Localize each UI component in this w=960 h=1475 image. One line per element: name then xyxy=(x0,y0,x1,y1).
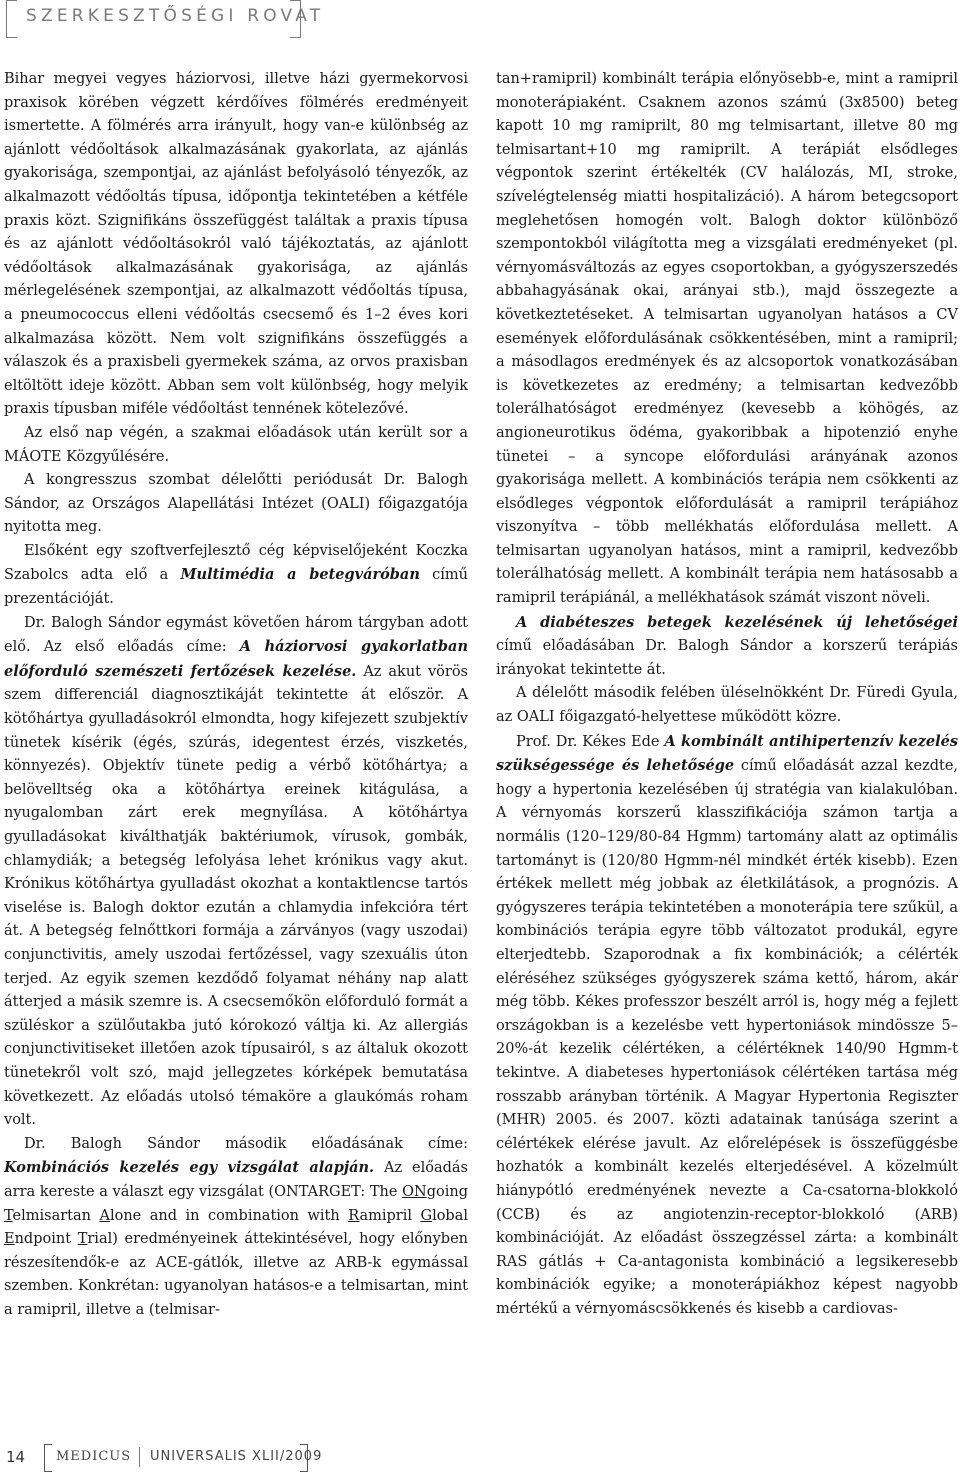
page-number: 14 xyxy=(6,1448,26,1466)
acronym-letter: R xyxy=(348,1207,360,1224)
text: rial) eredményeinek áttekintésével, hogy előnyben részesítendők-e az ACE-gátlók, illetve az ARB-k egymással szemben. Konkrétan: ugyanolyan hatásos-e a telmisartan, mint a ramipril, illetve a (telmisar- xyxy=(4,1231,469,1318)
acronym-letter: E xyxy=(4,1231,15,1248)
paragraph xyxy=(4,612,468,1133)
text: Elsőként egy szoftverfejlesztő cég képviselőjeként Koczka Szabolcs adta elő a xyxy=(4,542,468,584)
paragraph xyxy=(4,1133,468,1323)
footer-bracket-right xyxy=(300,1444,308,1472)
text: Az előadás arra kereste a választ egy vizsgálat (ONTARGET: The xyxy=(4,1160,468,1200)
text: going xyxy=(426,1183,468,1200)
footer-divider xyxy=(139,1447,140,1467)
paragraph: A délelőtt második felében üléselnökként Dr. Füredi Gyula, az OALI főigazgató-helyettese működött közre. xyxy=(496,685,958,726)
paragraph: Az első nap végén, a szakmai előadások után került sor a MÁOTE Közgyűlésére. xyxy=(4,424,468,465)
text: amipril xyxy=(359,1207,421,1224)
text: ndpoint xyxy=(14,1231,78,1248)
lecture-title: A háziorvosi gyakorlatban előforduló szemészeti fertőzések kezelése. xyxy=(4,638,468,680)
header-bracket-left xyxy=(6,0,17,38)
acronym-letter: A xyxy=(99,1207,110,1224)
left-column xyxy=(4,68,468,1322)
text: Dr. Balogh Sándor egymást követően három tárgyban adott elő. Az első előadás címe: xyxy=(4,614,468,656)
text: Dr. Balogh Sándor második előadásának címe: xyxy=(24,1135,468,1152)
lecture-title: A kombinált antihipertenzív kezelés szükségessége és lehetősége xyxy=(496,732,958,775)
text: Az akut vörös szem differenciál diagnosztikáját tekintette át először. A kötőhártya gyulladásokról elmondta, hogy kifejezett szubjektív tünetek kísérik (égés, szúrás, idegentest érzés, viszketés, könnyezés). Objektív tünete pedig a vérbő kötőhártya; a belövelltség oka a kötőhártya ereinek kitágulása, a nyugalomban zárt erek megnyílása. A kötőhártya gyulladásokat kiválthatják baktériumok, vírusok, gombák, chlamydiák; a betegség lefolyása lehet krónikus vagy akut. Krónikus kötőhártya gyulladást okozhat a kontaktlencse tartós viselése is. Balogh doktor ezután a chlamydia infekcióra tért át. A betegség felnőttkori formája a zárványos (vagy uszodai) conjunctivitis, amely uszodai fertőzéssel, vagy szexuális úton terjed. Az egyik szemen kezdődő folyamat néhány nap alatt átterjed a másik szemre is. A csecsemőkön előforduló formát a szüléskor a szülőutakba jutó kórokozó váltja ki. Az allergiás conjunctivitiseket illetően azok típusairól, s az általuk okozott tünetekről volt szó, majd jellegzetes kórképek bemutatása következett. Az előadás utolsó témaköre a glaukómás roham volt. xyxy=(4,663,468,1129)
acronym-letter: ON xyxy=(402,1183,427,1200)
right-column xyxy=(496,68,958,1321)
paragraph xyxy=(4,540,468,612)
paragraph: tan+ramipril) kombinált terápia előnyösebb-e, mint a ramipril monoterápiaként. Csaknem azonos számú (3x8500) beteg kapott 10 mg ramiprilt, 80 mg telmisartant, illetve 80 mg telmisartant+10 mg ramiprilt. A terápiát elsődleges végpontok szerint értékelték (CV halálozás, MI, stroke, szívelégtelenség miatti hospitalizáció). A három betegcsoport meglehetősen homogén volt. Balogh doktor különböző szempontokból világította meg a vizsgálati eredményeket (pl. vérnyomásváltozás az egyes csoportokban, a gyógyszerszedés abbahagyásának okai, arányai stb.), majd összegezte a következtetéseket. A telmisartan ugyanolyan hatásos a CV események előfordulásának csökkentésében, mint a ramipril; a másodlagos eredmények és az alcsoportok vonatkozásában is következetes az eredmény; a telmisartan kedvezőbb tolerálhatóságot eredményez (kevesebb a köhögés, az angioneurotikus ödéma, gyakoribbak a hipotenzió enyhe tünetei – a syncope előfordulási arányának azonos gyakorisága mellett. A kombinációs terápia nem csökkenti az elsődleges végpontok előfordulását a ramipril terápiához viszonyítva – több mellékhatás előfordulása mellett. A telmisartan ugyanolyan hatásos, mint a ramipril, kedvezőbb tolerálhatóság mellett. A kombinált terápia nem hatásosabb a ramipril terápiánál, a mellékhatások számát viszont növeli. xyxy=(496,71,958,607)
lecture-title: Kombinációs kezelés egy vizsgálat alapján. xyxy=(4,1159,375,1177)
text: lone and in combination with xyxy=(109,1207,349,1224)
text: Prof. Dr. Kékes Ede xyxy=(516,733,665,750)
text: című előadásában Dr. Balogh Sándor a korszerű terápiás irányokat tekintette át. xyxy=(496,638,958,678)
section-title: SZERKESZTŐSÉGI ROVAT xyxy=(26,6,325,26)
header-bracket-right xyxy=(290,0,301,38)
section-header xyxy=(0,0,325,44)
acronym-letter: T xyxy=(4,1207,13,1224)
text: lobal xyxy=(432,1207,468,1224)
acronym-letter: G xyxy=(420,1207,433,1224)
page-footer xyxy=(0,1444,460,1474)
acronym-letter: T xyxy=(77,1231,88,1248)
text: elmisartan xyxy=(12,1207,100,1224)
paragraph xyxy=(496,730,958,1322)
paragraph: Bihar megyei vegyes háziorvosi, illetve házi gyermekorvosi praxisok körében végzett kérdőíves fölmérés eredményeit ismertette. A fölmérés arra irányult, hogy van-e különbség az ajánlott védőoltások alkalmazásának gyakorlata, az ajánlás gyakorisága, szempontjai, az ajánlást befolyásoló tényezők, az alkalmazott védőoltás típusa, időpontja tekintetében a kétféle praxis közt. Szignifikáns összefüggést találtak a praxis típusa és az ajánlott védőoltásokról való tájékoztatás, az ajánlott védőoltások alkalmazásának gyakorisága, az ajánlás mérlegelésének szempontjai, az alkalmazott védőoltás típusa, a pneumococcus elleni védőoltás csecsemő és 1–2 éves kori alkalmazása között. Nem volt szignifikáns összefüggés a válaszok és a praxisbeli gyermekek száma, az orvos praxisban eltöltött ideje között. Abban sem volt különbség, hogy melyik praxis típusban miféle védőoltást tennének kötelezővé. xyxy=(4,71,468,418)
footer-bracket-left xyxy=(44,1444,52,1472)
journal-issue: UNIVERSALIS XLII/2009 xyxy=(150,1449,323,1464)
lecture-title: A diabéteszes betegek kezelésének új lehetőségei xyxy=(516,613,958,631)
text: című előadását azzal kezdte, hogy a hypertonia kezelésében új stratégia van kialakulóban. A vérnyomás korszerű klasszifikációja számon tartja a normális (120–129/80-84 Hgmm) tartomány alatt az optimális tartományt is (120/80 Hgmm-nél mindkét érték kisebb). Ezen értékek mellett még jobbak az életkilátások, a prognózis. A gyógyszeres terápia tekintetében a monoterápia tere szűkül, a kombinációs terápia egyre több változatot produkál, egyre elterjedtebb. Szaporodnak a fix kombinációk; a célérték eléréséhez szükséges gyógyszerek száma kettő, három, akár még több. Kékes professzor beszélt arról is, hogy még a fejlett országokban is a kezelésbe vett hypertoniások mindössze 5–20%-át kezelik célértéken, a célértéknek 140/90 Hgmm-t tekintve. A diabeteses hypertoniások célértéken tartása még rosszabb arányban történik. A Magyar Hypertonia Regiszter (MHR) 2005. és 2007. közti adatainak tanúsága szerint a célértékek elérése javult. Az előrelépések is összefüggésbe hozhatók a kombinált kezelés elterjedésével. A közelmúlt hiánypótló eredményének nevezte a Ca-csatorna-blokkoló (CCB) és az angiotenzin-receptor-blokkoló (ARB) kombinációját. Az előadást összegzéssel zárta: a kombinált RAS gátlás + Ca-antagonista kombináció a legsikeresebb kombinációk egyike; a monoterápiákhoz képest nagyobb mértékű a vérnyomáscsökkenés és kisebb a cardiovas- xyxy=(496,758,959,1317)
text: című prezentációját. xyxy=(4,567,468,608)
paragraph: A kongresszus szombat délelőtti periódusát Dr. Balogh Sándor, az Országos Alapellátási Intézet (OALI) főigazgatója nyitotta meg. xyxy=(4,472,468,536)
lecture-title: Multimédia a betegváróban xyxy=(180,566,420,584)
paragraph xyxy=(496,611,958,683)
journal-name: MEDICUS xyxy=(56,1449,132,1464)
